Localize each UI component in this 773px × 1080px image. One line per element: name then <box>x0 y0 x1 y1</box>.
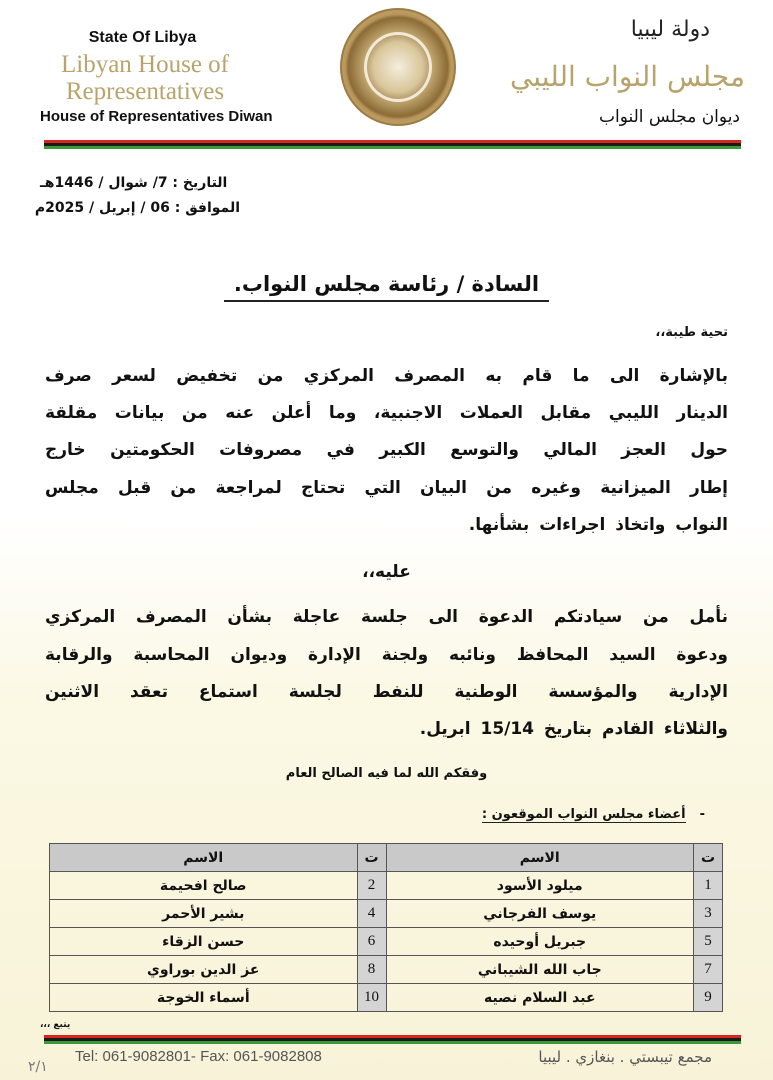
paragraph2-line: نأمل من سيادتكم الدعوة الى جلسة عاجلة بشأن المصرف المركزي <box>45 607 728 627</box>
paragraph1-line: إطار الميزانية وغيره من البيان التي تحتاج لمراجعة من قبل مجلس <box>45 478 728 498</box>
continued-note: يتبع ،،، <box>40 1020 71 1030</box>
members-dash: - <box>699 807 705 822</box>
row-num: 9 <box>694 984 723 1012</box>
paragraph1-line: النواب واتخاذ اجراءات بشأنها. <box>468 515 728 535</box>
hijri-date: التاريخ : 7/ شوال / 1446هـ <box>40 175 228 191</box>
member-name: عز الدين بوراوي <box>50 956 358 984</box>
closing: وفقكم الله لما فيه الصالح العام <box>285 766 488 781</box>
flag-divider-bottom <box>44 1035 741 1045</box>
gregorian-date: الموافق : 06 / إبريل / 2025م <box>34 200 240 216</box>
paragraph1-line: بالإشارة الى ما قام به المصرف المركزي من تخفيض لسعر صرف <box>45 366 728 386</box>
row-num: 10 <box>357 984 386 1012</box>
member-name: جبريل أوحيده <box>386 928 694 956</box>
paragraph2-line: ودعوة السيد المحافظ ونائبه ولجنة الإدارة وديوان المحاسبة والرقابة <box>45 645 728 665</box>
paragraph2-line: والثلاثاء القادم بتاريخ 15/14 ابريل. <box>419 719 728 739</box>
footer-contact: Tel: 061-9082801- Fax: 061-9082808 <box>75 1048 322 1065</box>
row-num: 2 <box>357 872 386 900</box>
paragraph1-line: الدينار الليبي مقابل العملات الاجنبية، وما أعلن عنه من بيانات مقلقة <box>45 403 728 423</box>
table-row <box>50 900 723 928</box>
table-row <box>50 872 723 900</box>
member-name: ميلود الأسود <box>386 872 694 900</box>
flag-divider-top <box>44 140 741 150</box>
member-name: أسماء الخوجة <box>50 984 358 1012</box>
en-house-line2: Representatives <box>65 78 225 105</box>
en-state: State Of Libya <box>88 29 197 46</box>
row-num: 4 <box>357 900 386 928</box>
addressee: السادة / رئاسة مجلس النواب. <box>0 272 773 300</box>
en-diwan: House of Representatives Diwan <box>40 108 273 125</box>
member-name: يوسف الفرجاني <box>386 900 694 928</box>
therefore: عليه،، <box>362 562 411 582</box>
member-name: عبد السلام نصيه <box>386 984 694 1012</box>
ar-house: مجلس النواب الليبي <box>509 60 745 93</box>
row-num: 8 <box>357 956 386 984</box>
row-num: 5 <box>694 928 723 956</box>
member-name: بشير الأحمر <box>50 900 358 928</box>
greeting: تحية طيبة،، <box>655 325 728 340</box>
col-header-name: الاسم <box>386 844 694 872</box>
members-heading: -أعضاء مجلس النواب الموقعون : <box>481 807 705 822</box>
paragraph1-line: حول العجز المالي والتوسع الكبير في مصروفات الحكومتين خارج <box>45 440 728 460</box>
row-num: 3 <box>694 900 723 928</box>
col-header-num: ت <box>357 844 386 872</box>
paragraph2-line: الإدارية والمؤسسة الوطنية للنفط لجلسة استماع تعقد الاثنين <box>45 682 728 702</box>
member-name: حسن الزقاء <box>50 928 358 956</box>
house-seal-logo <box>340 8 456 126</box>
signatories-table <box>49 843 723 1012</box>
ar-state: دولة ليبيا <box>630 17 710 42</box>
member-name: جاب الله الشيباني <box>386 956 694 984</box>
member-name: صالح افحيمة <box>50 872 358 900</box>
col-header-num: ت <box>694 844 723 872</box>
footer-address: مجمع تيبستي . بنغازي . ليبيا <box>538 1048 712 1066</box>
table-header-row <box>50 844 723 872</box>
table-row <box>50 956 723 984</box>
row-num: 6 <box>357 928 386 956</box>
row-num: 1 <box>694 872 723 900</box>
row-num: 7 <box>694 956 723 984</box>
col-header-name: الاسم <box>50 844 358 872</box>
table-row <box>50 928 723 956</box>
ar-diwan: ديوان مجلس النواب <box>598 107 740 127</box>
page-number: ٢/١ <box>28 1059 48 1075</box>
en-house-line1: Libyan House of <box>60 51 230 78</box>
table-row <box>50 984 723 1012</box>
